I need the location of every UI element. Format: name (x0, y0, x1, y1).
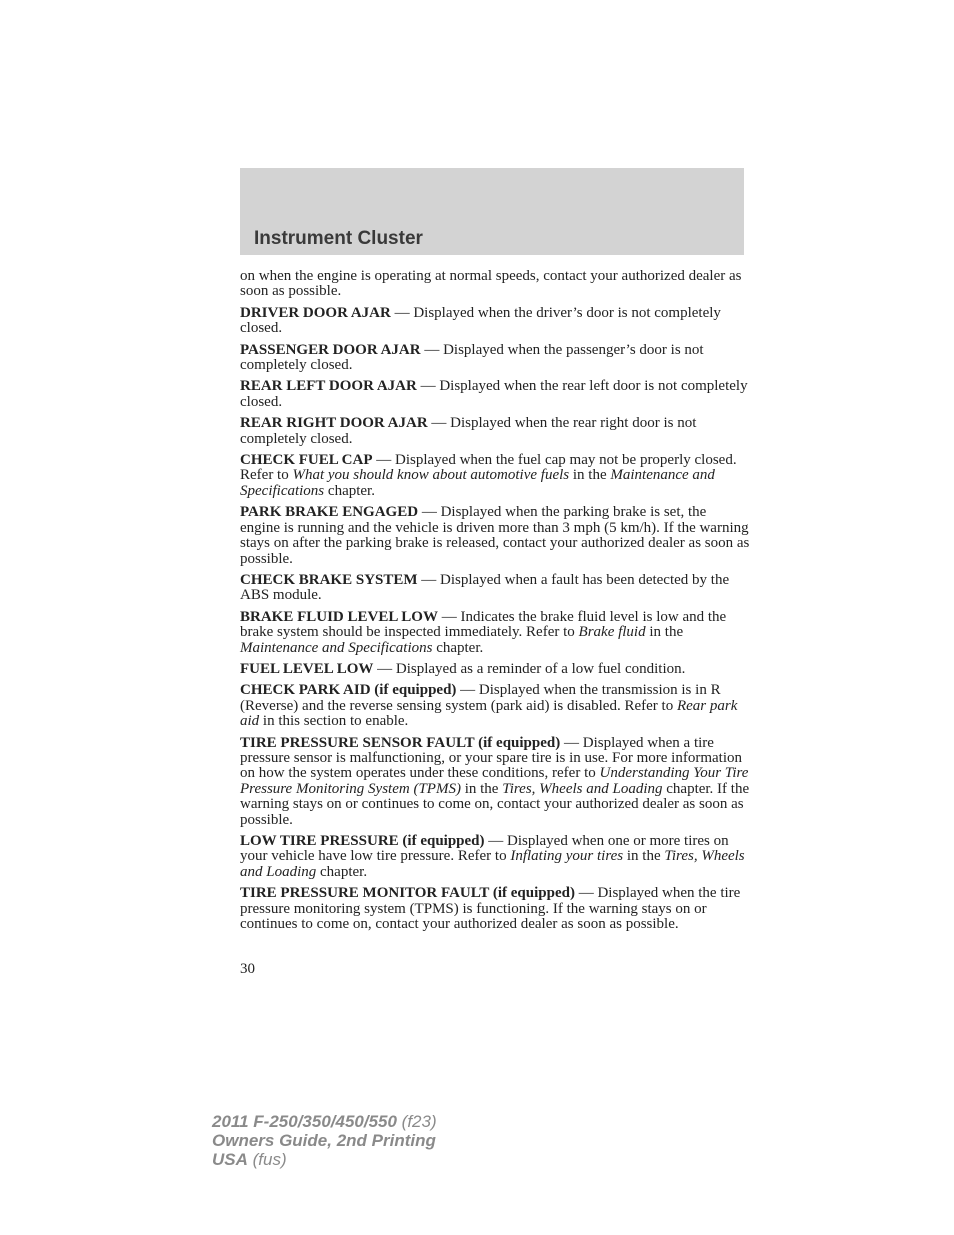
section-header-band (240, 168, 744, 255)
body-content (240, 269, 750, 938)
cross-reference: Tires, Wheels and Loading (240, 848, 745, 880)
section-title: Instrument Cluster (254, 228, 423, 249)
warning-term: FUEL LEVEL LOW (240, 660, 374, 677)
warning-term: PASSENGER DOOR AJAR (240, 341, 421, 358)
warning-term: BRAKE FLUID LEVEL LOW (240, 608, 438, 625)
document-footer (212, 1112, 437, 1169)
cross-reference: Understanding Your Tire Pressure Monitoring System (TPMS) (240, 765, 749, 797)
warning-rear-right-door-ajar: REAR RIGHT DOOR AJAR — Displayed when the rear right door is not completely closed. (240, 415, 697, 447)
warning-check-brake-system: CHECK BRAKE SYSTEM — Displayed when a fault has been detected by the ABS module. (240, 571, 730, 604)
cross-reference: What you should know about automotive fuels (292, 467, 570, 484)
cross-reference: Maintenance and Specifications (240, 467, 715, 499)
cross-reference: Tires, Wheels and Loading (502, 780, 663, 797)
warning-term: DRIVER DOOR AJAR (240, 304, 391, 321)
warning-passenger-door-ajar: PASSENGER DOOR AJAR — Displayed when the passenger’s door is not completely closed. (240, 341, 704, 374)
warning-check-fuel-cap: CHECK FUEL CAP — Displayed when the fuel cap may not be properly closed. Refer to What you should know about automotive fuels in the Maintenance and Specifications chapter. (240, 452, 737, 499)
intro-paragraph: on when the engine is operating at normal speeds, contact your authorized dealer as soon as possible. (240, 268, 742, 300)
warning-tire-pressure-monitor-fault: TIRE PRESSURE MONITOR FAULT (if equipped) — Displayed when the tire pressure monitoring system (TPMS) is functioning. If the warning stays on or continues to come on, contact your authorized dealer as soon as possible. (240, 885, 741, 933)
cross-reference: Inflating your tires (510, 848, 624, 865)
warning-low-tire-pressure: LOW TIRE PRESSURE (if equipped) — Displayed when one or more tires on your vehicle have low tire pressure. Refer to Inflating your tires in the Tires, Wheels and Loading chapter. (240, 833, 745, 880)
warning-driver-door-ajar: DRIVER DOOR AJAR — Displayed when the driver’s door is not completely closed. (240, 304, 721, 337)
footer-line-2: Owners Guide, 2nd Printing (212, 1131, 436, 1150)
warning-tire-pressure-sensor-fault: TIRE PRESSURE SENSOR FAULT (if equipped) — Displayed when a tire pressure sensor is malfunctioning, or your spare tire is in use. For more information on how the system operates under these conditions, refer to Understanding Your Tire Pressure Monitoring System (TPMS) in the Tires, Wheels and Loading chapter. If the warning stays on or continues to come on, contact your authorized dealer as soon as possible. (240, 734, 750, 828)
footer-line-1: 2011 F-250/350/450/550 (f23) (212, 1112, 437, 1131)
warning-term: TIRE PRESSURE MONITOR FAULT (if equipped) (240, 885, 575, 902)
warning-term: REAR LEFT DOOR AJAR (240, 378, 417, 395)
warning-term: CHECK PARK AID (if equipped) (240, 682, 457, 699)
cross-reference: Brake fluid (578, 624, 646, 641)
warning-fuel-level-low: FUEL LEVEL LOW — Displayed as a reminder of a low fuel condition. (240, 660, 686, 677)
warning-brake-fluid-level-low: BRAKE FLUID LEVEL LOW — Indicates the brake fluid level is low and the brake system should be inspected immediately. Refer to Brake fluid in the Maintenance and Specifications chapter. (240, 608, 727, 656)
warning-term: REAR RIGHT DOOR AJAR (240, 415, 428, 432)
warning-check-park-aid: CHECK PARK AID (if equipped) — Displayed when the transmission is in R (Reverse) and the reverse sensing system (park aid) is disabled. Refer to Rear park aid in this section to enable. (240, 682, 738, 730)
warning-term: CHECK BRAKE SYSTEM (240, 571, 418, 588)
warning-park-brake-engaged: PARK BRAKE ENGAGED — Displayed when the parking brake is set, the engine is running and the vehicle is driven more than 3 mph (5 km/h). If the warning stays on after the parking brake is released, contact your authorized dealer as soon as possible. (240, 504, 750, 567)
warning-term: LOW TIRE PRESSURE (if equipped) (240, 833, 485, 849)
cross-reference: Maintenance and Specifications (240, 639, 433, 656)
footer-line-3: USA (fus) (212, 1150, 287, 1169)
warning-term: PARK BRAKE ENGAGED (240, 504, 419, 521)
warning-term: CHECK FUEL CAP (240, 452, 373, 469)
warning-rear-left-door-ajar: REAR LEFT DOOR AJAR — Displayed when the rear left door is not completely closed. (240, 378, 748, 410)
cross-reference: Rear park aid (240, 697, 738, 730)
warning-term: TIRE PRESSURE SENSOR FAULT (if equipped) (240, 734, 561, 751)
page-number: 30 (240, 961, 255, 977)
